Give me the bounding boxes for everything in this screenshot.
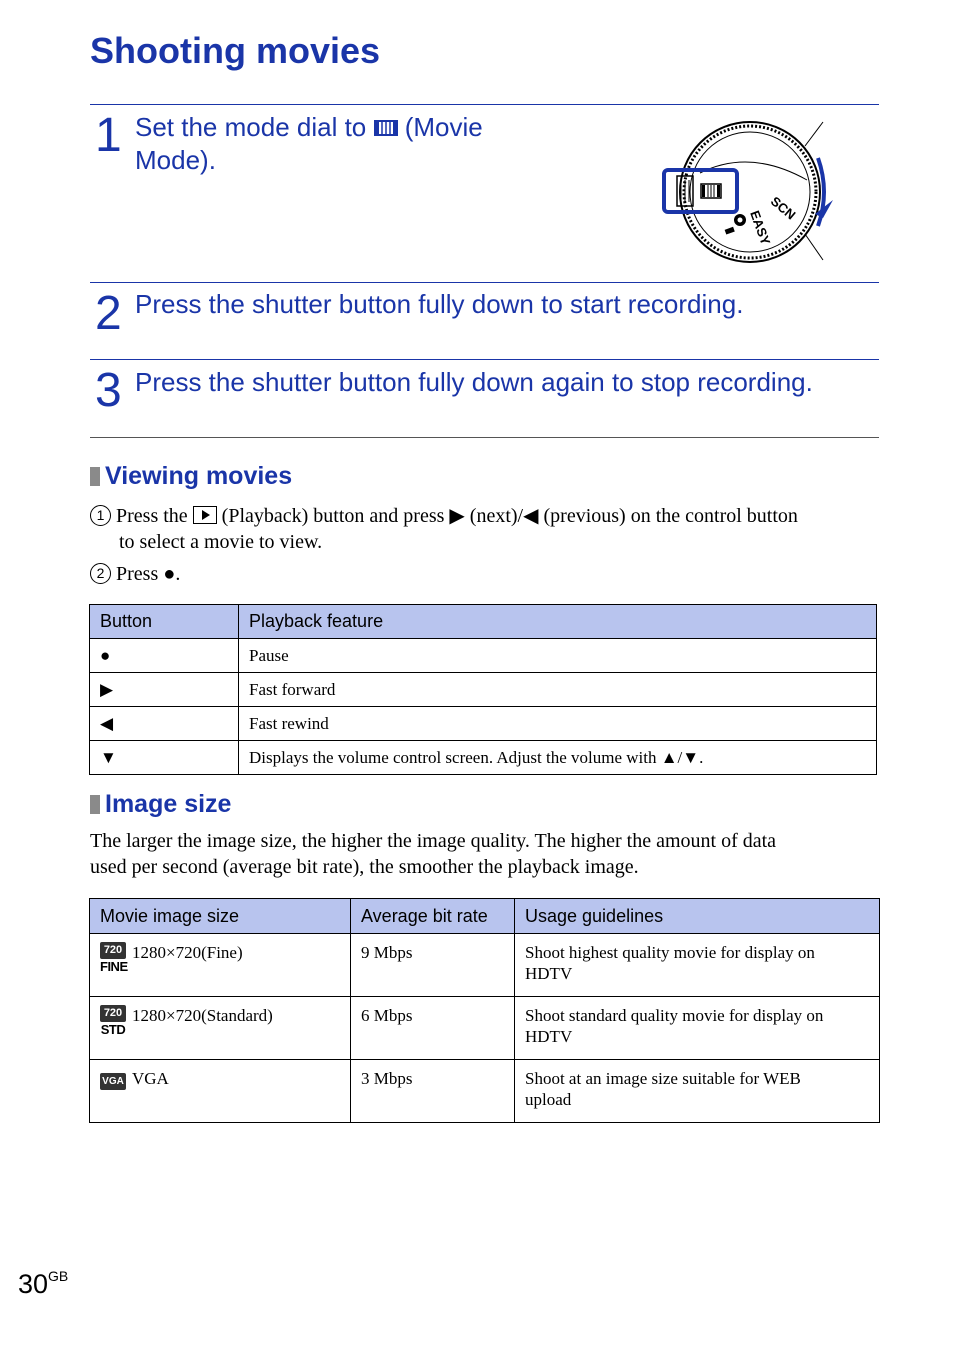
movie-mode-icon — [374, 119, 398, 137]
step-3-text: Press the shutter button fully down again to stop recording. — [135, 367, 813, 397]
step-1-text: Set the mode dial to (Movie Mode). — [135, 112, 483, 175]
image-size-paragraph-line2: used per second (average bit rate), the smoother the playback image. — [90, 856, 639, 878]
rate-cell: 9 Mbps — [351, 934, 515, 997]
size-cell: 720 FINE 1280×720(Fine) — [90, 934, 351, 997]
table-row — [90, 639, 877, 673]
heading-marker — [90, 467, 100, 486]
divider — [90, 359, 879, 360]
table-row — [90, 997, 880, 1060]
rate-cell: 6 Mbps — [351, 997, 515, 1060]
page-title: Shooting movies — [90, 30, 381, 71]
table-row — [90, 934, 880, 997]
button-cell: ▶ — [90, 673, 239, 707]
image-size-paragraph-line1: The larger the image size, the higher the image quality. The higher the amount of data — [90, 830, 777, 852]
heading-marker — [90, 795, 100, 814]
feature-cell: Fast forward — [239, 673, 877, 707]
playback-table — [89, 604, 877, 775]
section-heading-image-size: Image size — [90, 790, 231, 819]
column-header: Playback feature — [239, 605, 877, 639]
divider — [90, 437, 879, 438]
column-header: Usage guidelines — [515, 899, 880, 934]
rate-cell: 3 Mbps — [351, 1060, 515, 1123]
step-circle: 1 — [90, 505, 111, 526]
step-number: 2 — [95, 287, 122, 340]
table-row — [90, 673, 877, 707]
column-header: Button — [90, 605, 239, 639]
feature-cell: Fast rewind — [239, 707, 877, 741]
viewing-step-1: 1 Press the (Playback) button and press ▶ (next)/◀ (previous) on the control button — [90, 504, 798, 528]
size-cell: VGA VGA — [90, 1060, 351, 1123]
playback-icon — [193, 506, 217, 524]
dial-label-easy: EASY — [747, 208, 774, 247]
step-2-text: Press the shutter button fully down to start recording. — [135, 289, 744, 319]
usage-cell: Shoot at an image size suitable for WEB upload — [515, 1060, 880, 1123]
button-cell: ● — [90, 639, 239, 673]
image-size-table — [89, 898, 880, 1123]
column-header: Movie image size — [90, 899, 351, 934]
table-row — [90, 1060, 880, 1123]
button-cell: ◀ — [90, 707, 239, 741]
feature-cell: Pause — [239, 639, 877, 673]
usage-cell: Shoot highest quality movie for display on HDTV — [515, 934, 880, 997]
section-heading-viewing: Viewing movies — [90, 462, 292, 491]
step-number: 3 — [95, 364, 122, 417]
step-number: 1 — [95, 109, 122, 162]
table-row — [90, 741, 877, 775]
movie-720-std-icon: 720 STD — [100, 1007, 126, 1037]
column-header: Average bit rate — [351, 899, 515, 934]
step-circle: 2 — [90, 563, 111, 584]
usage-cell: Shoot standard quality movie for display on HDTV — [515, 997, 880, 1060]
size-cell: 720 STD 1280×720(Standard) — [90, 997, 351, 1060]
table-header-row — [90, 605, 877, 639]
button-cell: ▼ — [90, 741, 239, 775]
dial-label-scn: SCN — [767, 193, 799, 223]
page-number: $30^{GB}$ — [18, 1268, 69, 1299]
viewing-step-2: 2 Press ●. — [90, 562, 180, 586]
movie-mode-icon — [701, 184, 721, 198]
table-header-row — [90, 899, 880, 934]
viewing-step-1-cont: to select a movie to view. — [119, 531, 323, 553]
mode-dial-illustration — [655, 118, 845, 266]
movie-vga-icon: VGA — [100, 1073, 126, 1090]
divider — [90, 282, 879, 283]
divider — [90, 104, 879, 105]
table-row — [90, 707, 877, 741]
feature-cell: Displays the volume control screen. Adjust the volume with ▲/▼. — [239, 741, 877, 775]
movie-720-fine-icon: 720 FINE — [100, 944, 128, 974]
